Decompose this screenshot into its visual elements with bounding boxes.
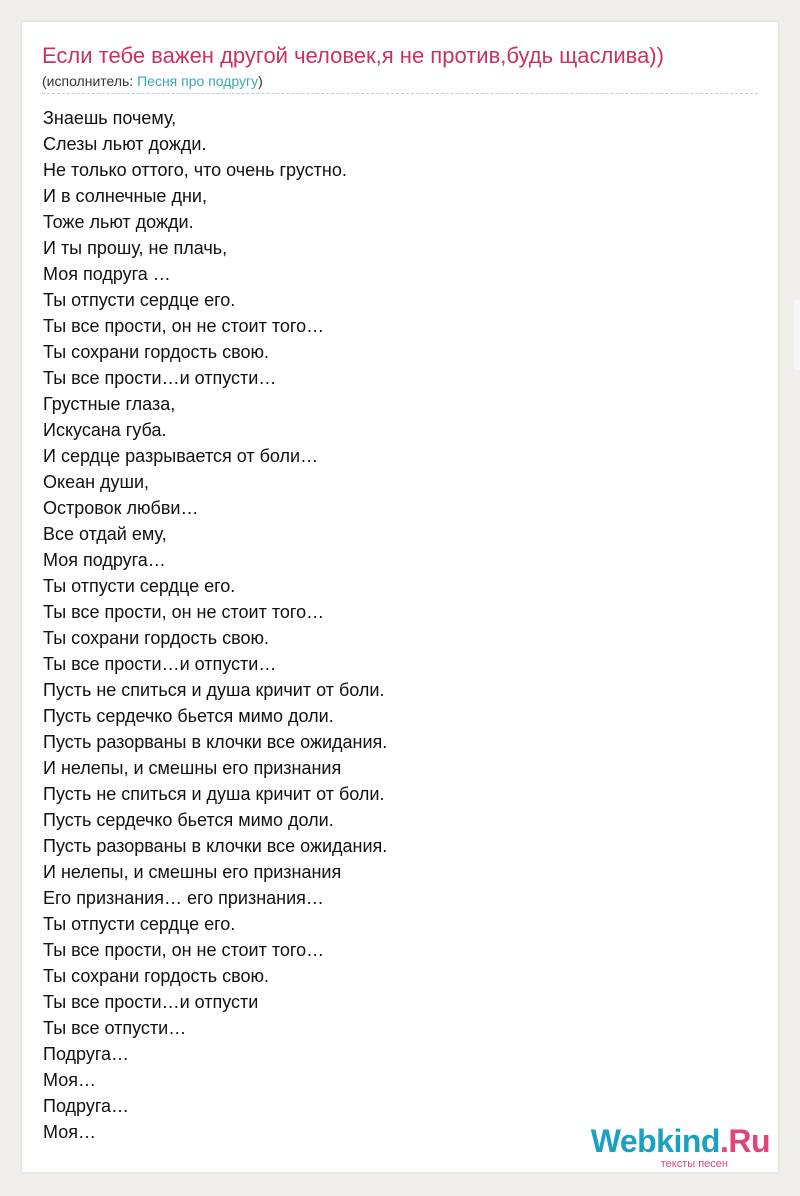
logo-tld: .Ru	[719, 1123, 770, 1159]
lyric-line: Моя подруга …	[43, 264, 171, 284]
lyric-line: Ты все отпусти…	[43, 1018, 187, 1038]
lyric-line: И сердце разрывается от боли…	[43, 446, 319, 466]
logo-word: Webkind	[590, 1123, 720, 1159]
lyric-line: И нелепы, и смешны его признания	[43, 862, 342, 882]
lyric-line: Океан души,	[43, 472, 150, 492]
lyrics-page	[22, 22, 778, 1172]
lyric-line: Ты отпусти сердце его.	[43, 576, 236, 596]
lyric-line: Ты сохрани гордость свою.	[43, 966, 269, 986]
artist-suffix: )	[258, 73, 263, 89]
dashed-divider	[42, 93, 758, 94]
lyric-line: Все отдай ему,	[43, 524, 167, 544]
lyric-line: Ты сохрани гордость свою.	[43, 342, 269, 362]
lyric-line: Пусть разорваны в клочки все ожидания.	[43, 732, 388, 752]
lyric-line: Ты все прости…и отпусти…	[43, 368, 277, 388]
lyric-line: Островок любви…	[43, 498, 199, 518]
lyric-line: И ты прошу, не плачь,	[43, 238, 228, 258]
artist-link[interactable]: Песня про подругу	[137, 73, 259, 89]
lyric-line: Ты все прости, он не стоит того…	[43, 316, 325, 336]
lyric-line: Пусть сердечко бьется мимо доли.	[43, 706, 334, 726]
lyric-line: Моя подруга…	[43, 550, 166, 570]
artist-prefix: (исполнитель:	[42, 73, 138, 89]
lyric-line: Ты все прости, он не стоит того…	[43, 940, 325, 960]
scroll-edge	[794, 300, 800, 370]
logo-wordmark	[570, 1124, 770, 1158]
lyric-line: Его признания… его признания…	[43, 888, 324, 908]
song-title: Если тебе важен другой человек,я не против,будь щаслива))	[42, 43, 664, 68]
logo-tagline: тексты песен	[660, 1158, 728, 1170]
lyric-line: Ты отпусти сердце его.	[43, 290, 236, 310]
lyric-line: Моя…	[43, 1122, 96, 1142]
artist-line	[42, 72, 263, 90]
lyric-line: Пусть не спиться и душа кричит от боли.	[43, 680, 385, 700]
lyric-line: Ты все прости, он не стоит того…	[43, 602, 325, 622]
lyric-line: Искусана губа.	[43, 420, 167, 440]
lyric-line: Ты все прости…и отпусти	[43, 992, 259, 1012]
lyrics-text	[43, 105, 387, 1145]
lyric-line: Ты все прости…и отпусти…	[43, 654, 277, 674]
lyric-line: Ты сохрани гордость свою.	[43, 628, 269, 648]
lyric-line: Пусть не спиться и душа кричит от боли.	[43, 784, 385, 804]
lyric-line: Подруга…	[43, 1044, 130, 1064]
lyric-line: Слезы льют дожди.	[43, 134, 207, 154]
webkind-logo[interactable]	[570, 1124, 770, 1170]
lyric-line: Моя…	[43, 1070, 96, 1090]
lyric-line: Грустные глаза,	[43, 394, 176, 414]
lyric-line: И в солнечные дни,	[43, 186, 207, 206]
lyric-line: Пусть сердечко бьется мимо доли.	[43, 810, 334, 830]
lyric-line: Подруга…	[43, 1096, 130, 1116]
lyric-line: Не только оттого, что очень грустно.	[43, 160, 347, 180]
lyric-line: Ты отпусти сердце его.	[43, 914, 236, 934]
lyric-line: И нелепы, и смешны его признания	[43, 758, 342, 778]
lyric-line: Пусть разорваны в клочки все ожидания.	[43, 836, 388, 856]
lyric-line: Знаешь почему,	[43, 108, 177, 128]
lyric-line: Тоже льют дожди.	[43, 212, 194, 232]
